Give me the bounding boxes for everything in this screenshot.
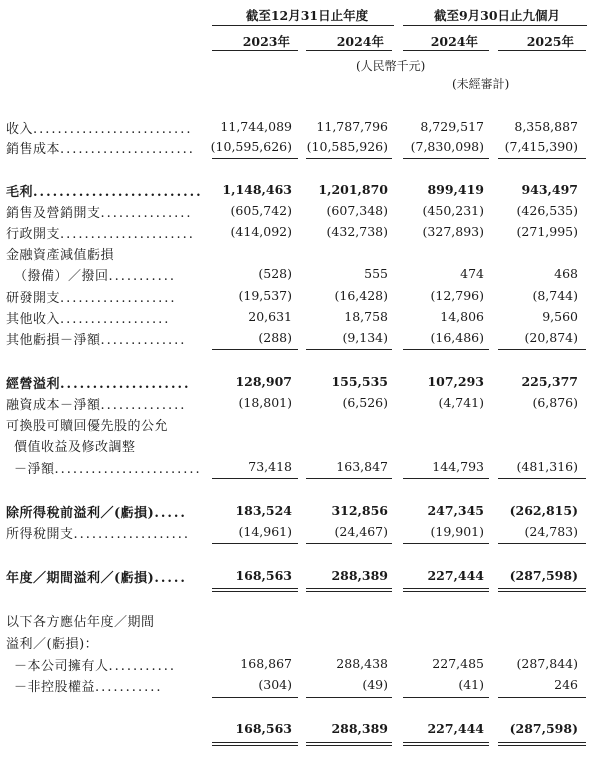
row-value-rnd-col2: (16,428) <box>334 288 388 303</box>
row-value-total-col2: 288,389 <box>331 721 388 736</box>
row-leader-dots: ........... <box>108 269 176 284</box>
row-value-rnd-col1: (19,537) <box>238 288 292 303</box>
row-value-nci-col1: (304) <box>258 677 292 692</box>
row-value-revenue-col3: 8,729,517 <box>420 119 484 134</box>
row-value-otherloss-col2: (9,134) <box>342 330 388 345</box>
row-leader-dots: ........................ <box>54 462 202 477</box>
row-leader-dots: .......................... <box>33 122 193 137</box>
row-value-nci-col2: (49) <box>362 677 388 692</box>
rule-after-other-losses-col3 <box>403 349 489 350</box>
row-leader-dots: ..... <box>154 506 187 521</box>
row-value-selling-col3: (450,231) <box>422 203 484 218</box>
rule-after-fair-value-col1 <box>212 478 298 479</box>
row-label-text: 融資成本－淨額 <box>6 398 101 413</box>
row-value-nci-col3: (41) <box>458 677 484 692</box>
rule-after-fair-value-col3 <box>403 478 489 479</box>
row-value-tax-col4: (24,783) <box>524 524 578 539</box>
row-value-admin-col2: (432,738) <box>326 224 388 239</box>
row-value-fincost-col1: (18,801) <box>238 395 292 410</box>
row-value-oper-col2: 155,535 <box>331 374 388 389</box>
row-label-text: 以下各方應佔年度／期間 <box>6 615 155 630</box>
row-leader-dots: ..... <box>154 571 187 586</box>
year-col-2: 2024年 <box>336 34 384 49</box>
row-value-fincost-col2: (6,526) <box>342 395 388 410</box>
row-label-text: 溢利／(虧損)： <box>6 637 99 652</box>
row-value-otherinc-col4: 9,560 <box>542 309 578 324</box>
row-value-gross-col1: 1,148,463 <box>222 182 292 197</box>
row-label-gross <box>6 181 203 200</box>
row-value-otherinc-col3: 14,806 <box>440 309 484 324</box>
row-leader-dots: ............... <box>100 206 193 221</box>
row-value-selling-col2: (607,348) <box>326 203 388 218</box>
row-label-text: （撥備）／撥回 <box>14 269 109 284</box>
rule-after-other-losses-col1 <box>212 349 298 350</box>
rule-after-nci-col3 <box>403 697 489 698</box>
row-label-revenue <box>6 118 192 137</box>
rule-after-tax-col4 <box>498 543 586 544</box>
row-label-text: 金融資產減值虧損 <box>6 248 115 263</box>
row-label-tax <box>6 523 190 542</box>
row-label-text: －非控股權益 <box>14 680 96 695</box>
row-value-profit-col3: 227,444 <box>427 568 484 583</box>
rule-after-cost-col4 <box>498 158 586 159</box>
rule-after-cost-col1 <box>212 158 298 159</box>
rule-after-other-losses-col2 <box>306 349 392 350</box>
row-label-text: 其他虧損－淨額 <box>6 333 101 348</box>
row-value-otherloss-col3: (16,486) <box>430 330 484 345</box>
double-rule-after-profit-col1 <box>212 588 298 592</box>
row-label-selling <box>6 202 193 221</box>
row-value-total-col4: (287,598) <box>509 721 578 736</box>
row-value-pretax-col2: 312,856 <box>331 503 388 518</box>
row-leader-dots: .......................... <box>33 185 203 200</box>
row-value-cost-col3: (7,830,098) <box>410 139 484 154</box>
row-value-total-col1: 168,563 <box>235 721 292 736</box>
row-leader-dots: ...................... <box>60 142 195 157</box>
row-value-gross-col3: 899,419 <box>427 182 484 197</box>
row-value-otherinc-col1: 20,631 <box>248 309 292 324</box>
row-value-oper-col1: 128,907 <box>235 374 292 389</box>
row-label-impair1 <box>6 244 114 263</box>
row-value-owners-col4: (287,844) <box>516 656 578 671</box>
period-header-nine-months: 截至9月30日止九個月 <box>433 8 561 23</box>
row-leader-dots: .............. <box>100 333 187 348</box>
row-label-text: 行政開支 <box>6 227 61 242</box>
double-rule-after-profit-col3 <box>403 588 489 592</box>
double-rule-after-profit-col4 <box>498 588 586 592</box>
row-value-gross-col2: 1,201,870 <box>318 182 388 197</box>
rule-after-cost-col2 <box>306 158 392 159</box>
row-value-pretax-col4: (262,815) <box>509 503 578 518</box>
row-label-nci <box>14 676 162 695</box>
row-value-pretax-col3: 247,345 <box>427 503 484 518</box>
row-value-nci-col4: 246 <box>554 677 578 692</box>
year-rule-1 <box>212 50 298 51</box>
row-value-admin-col4: (271,995) <box>516 224 578 239</box>
row-leader-dots: .................. <box>60 312 171 327</box>
header-rule-nine-months <box>403 25 587 26</box>
row-value-profit-col1: 168,563 <box>235 568 292 583</box>
unaudited-note: (未經審計) <box>452 77 510 91</box>
row-value-revenue-col2: 11,787,796 <box>316 119 388 134</box>
rule-after-cost-col3 <box>403 158 489 159</box>
row-value-tax-col3: (19,901) <box>430 524 484 539</box>
row-value-cost-col4: (7,415,390) <box>504 139 578 154</box>
row-value-selling-col4: (426,535) <box>516 203 578 218</box>
row-value-conv3-col1: 73,418 <box>248 459 292 474</box>
row-value-profit-col4: (287,598) <box>509 568 578 583</box>
row-value-oper-col3: 107,293 <box>427 374 484 389</box>
rule-after-tax-col3 <box>403 543 489 544</box>
row-label-fincost <box>6 394 186 413</box>
row-value-gross-col4: 943,497 <box>521 182 578 197</box>
row-value-conv3-col2: 163,847 <box>336 459 388 474</box>
rule-after-other-losses-col4 <box>498 349 586 350</box>
row-label-text: 年度／期間溢利／(虧損) <box>6 571 155 586</box>
row-label-text: 收入 <box>6 122 34 137</box>
row-value-pretax-col1: 183,524 <box>235 503 292 518</box>
row-value-tax-col2: (24,467) <box>334 524 388 539</box>
row-label-owners <box>14 655 176 674</box>
row-label-text: 所得稅開支 <box>6 527 74 542</box>
row-label-text: 毛利 <box>6 185 34 200</box>
year-col-3: 2024年 <box>430 34 478 49</box>
row-label-text: 除所得稅前溢利／(虧損) <box>6 506 155 521</box>
row-label-attr1 <box>6 611 155 630</box>
row-value-selling-col1: (605,742) <box>230 203 292 218</box>
row-value-fincost-col3: (4,741) <box>438 395 484 410</box>
year-col-1: 2023年 <box>242 34 290 49</box>
row-leader-dots: ................... <box>73 527 191 542</box>
row-value-revenue-col4: 8,358,887 <box>514 119 578 134</box>
row-label-text: 其他收入 <box>6 312 61 327</box>
year-rule-3 <box>403 50 489 51</box>
row-value-admin-col3: (327,893) <box>422 224 484 239</box>
double-rule-total-col3 <box>403 742 489 746</box>
row-value-revenue-col1: 11,744,089 <box>220 119 292 134</box>
row-label-text: 研發開支 <box>6 291 61 306</box>
row-value-owners-col3: 227,485 <box>432 656 484 671</box>
row-leader-dots: .............. <box>100 398 187 413</box>
row-value-conv3-col3: 144,793 <box>432 459 484 474</box>
row-value-oper-col4: 225,377 <box>521 374 578 389</box>
row-value-impair2-col3: 474 <box>460 266 484 281</box>
row-leader-dots: ................... <box>60 291 177 306</box>
row-value-profit-col2: 288,389 <box>331 568 388 583</box>
row-value-otherinc-col2: 18,758 <box>344 309 388 324</box>
row-label-text: 可換股可贖回優先股的公允 <box>6 419 169 434</box>
row-label-conv2 <box>14 436 136 455</box>
row-label-oper <box>6 373 191 392</box>
row-label-text: －本公司擁有人 <box>14 659 109 674</box>
row-value-conv3-col4: (481,316) <box>516 459 578 474</box>
row-label-text: －淨額 <box>14 462 55 477</box>
row-value-owners-col1: 168,867 <box>240 656 292 671</box>
row-value-otherloss-col4: (20,874) <box>524 330 578 345</box>
row-label-conv1 <box>6 415 168 434</box>
row-value-fincost-col4: (6,876) <box>532 395 578 410</box>
row-value-owners-col2: 288,438 <box>336 656 388 671</box>
row-label-pretax <box>6 502 187 521</box>
row-value-total-col3: 227,444 <box>427 721 484 736</box>
row-label-otherinc <box>6 308 170 327</box>
rule-after-nci-col1 <box>212 697 298 698</box>
row-value-impair2-col2: 555 <box>364 266 388 281</box>
row-value-cost-col1: (10,595,626) <box>210 139 292 154</box>
rule-after-nci-col4 <box>498 697 586 698</box>
year-rule-4 <box>498 50 586 51</box>
year-rule-2 <box>306 50 392 51</box>
row-label-impair2 <box>14 265 176 284</box>
currency-note: (人民幣千元) <box>356 59 426 73</box>
row-leader-dots: ...................... <box>60 227 195 242</box>
double-rule-after-profit-col2 <box>306 588 392 592</box>
double-rule-total-col1 <box>212 742 298 746</box>
period-header-annual: 截至12月31日止年度 <box>245 8 369 23</box>
row-value-cost-col2: (10,585,926) <box>306 139 388 154</box>
rule-after-nci-col2 <box>306 697 392 698</box>
row-label-conv3 <box>14 458 202 477</box>
row-label-rnd <box>6 287 177 306</box>
rule-after-tax-col1 <box>212 543 298 544</box>
row-label-admin <box>6 223 195 242</box>
row-value-impair2-col1: (528) <box>258 266 292 281</box>
row-value-rnd-col4: (8,744) <box>532 288 578 303</box>
row-label-text: 銷售成本 <box>6 142 61 157</box>
rule-after-fair-value-col4 <box>498 478 586 479</box>
header-rule-annual <box>212 25 394 26</box>
row-label-text: 價值收益及修改調整 <box>14 440 136 455</box>
row-label-text: 經營溢利 <box>6 377 61 392</box>
row-value-admin-col1: (414,092) <box>230 224 292 239</box>
double-rule-total-col2 <box>306 742 392 746</box>
row-label-cost <box>6 138 195 157</box>
year-col-4: 2025年 <box>526 34 574 49</box>
row-leader-dots: ........... <box>95 680 163 695</box>
row-label-otherloss <box>6 329 186 348</box>
row-label-text: 銷售及營銷開支 <box>6 206 101 221</box>
row-value-impair2-col4: 468 <box>554 266 578 281</box>
row-label-attr2 <box>6 633 98 652</box>
double-rule-total-col4 <box>498 742 586 746</box>
row-leader-dots: .................... <box>60 377 191 392</box>
row-value-tax-col1: (14,961) <box>238 524 292 539</box>
row-value-rnd-col3: (12,796) <box>430 288 484 303</box>
row-label-profit <box>6 567 187 586</box>
row-value-otherloss-col1: (288) <box>258 330 292 345</box>
row-leader-dots: ........... <box>108 659 176 674</box>
rule-after-tax-col2 <box>306 543 392 544</box>
rule-after-fair-value-col2 <box>306 478 392 479</box>
